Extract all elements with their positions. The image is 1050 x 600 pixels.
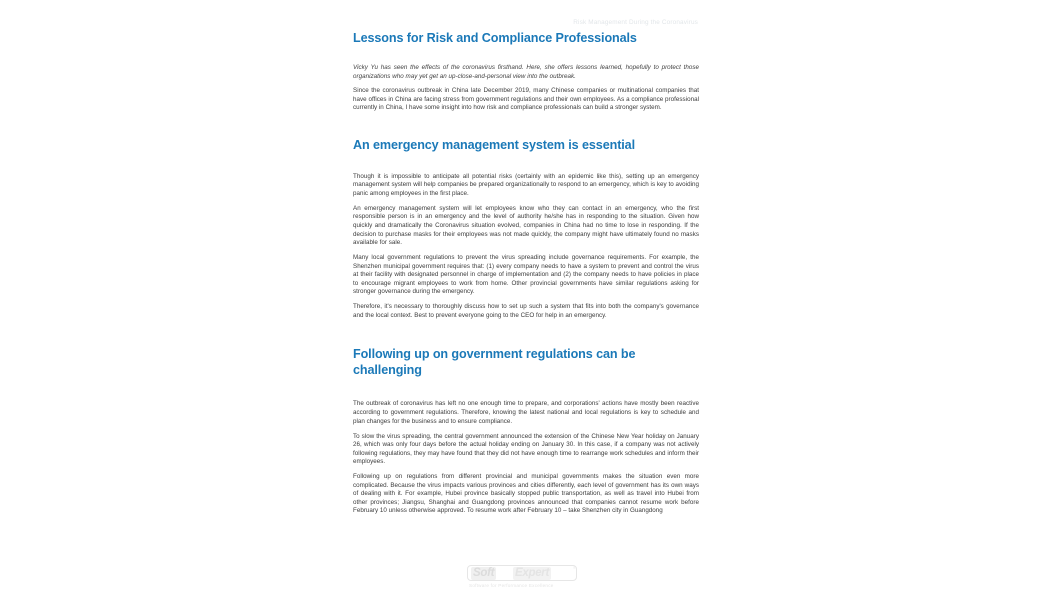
spacer [353, 46, 699, 64]
logo-word-expert: Expert [515, 566, 549, 579]
paragraph: Though it is impossible to anticipate all potential risks (certainly with an epidemic like this), setting up an emergency management system will help companies be prepared organizationally to respond to an emergency, which is key to avoiding panic among employees in the first place. [353, 172, 699, 197]
logo-tagline: Software for Performance Excellence [469, 583, 554, 588]
spacer [353, 153, 699, 173]
paragraph: To slow the virus spreading, the central government announced the extension of the Chinese New Year holiday on January 26, which was only four days before the actual holiday ending on January 30. In this case, if a company was not actively following regulations, they may have found that they did not have enough time to rearrange work schedules and inform their employees. [353, 432, 699, 466]
paragraph: Therefore, it's necessary to thoroughly discuss how to set up such a system that fits into both the company's governance and the local context. Best to prevent everyone going to the CEO for help in an emergency. [353, 303, 699, 319]
spacer [353, 113, 699, 137]
section-heading-emergency-system: An emergency management system is essential [353, 137, 635, 152]
document-body [353, 30, 699, 516]
spacer [353, 320, 699, 346]
spacer [353, 378, 699, 400]
lead-paragraph: Vicky Yu has seen the effects of the coronavirus firsthand. Here, she offers lessons learned, hopefully to protect those organizations who may yet get an up-close-and-personal view into the outbreak. [353, 64, 699, 80]
section-heading-lessons: Lessons for Risk and Compliance Professionals [353, 31, 637, 45]
paragraph: Following up on regulations from different provincial and municipal governments makes the situation even more complicated. Because the virus impacts various provinces and cities differently, each level of government has its own ways of dealing with it. For example, Hubei province basically stopped public transportation, as well as travel into Hubei from other provinces; Jiangsu, Shanghai and Guangdong provinces announced that companies cannot resume work before February 10 unless otherwise approved. To resume work after February 10 – take Shenzhen city in Guangdong [353, 473, 699, 515]
paragraph: The outbreak of coronavirus has left no one enough time to prepare, and corporations' actions have mostly been reactive according to government regulations. Therefore, knowing the latest national and local regulations is key to schedule and plan changes for the business and to ensure compliance. [353, 400, 699, 425]
registered-trademark-icon: ® [573, 565, 576, 570]
logo-word-soft: Soft [473, 566, 495, 579]
paragraph: Since the coronavirus outbreak in China late December 2019, many Chinese companies or multinational companies that have offices in China are facing stress from government regulations and their own employees. As a compliance professional currently in China, I have some insight into how risk and compliance professionals can build a stronger system. [353, 87, 699, 112]
softexpert-logo-icon [467, 565, 581, 588]
section-heading-government-regulations: Following up on government regulations can be challenging [353, 347, 636, 378]
running-header: Risk Management During the Coronavirus [573, 19, 698, 26]
footer-logo [467, 565, 585, 595]
paragraph: Many local government regulations to prevent the virus spreading include governance requirements. For example, the Shenzhen municipal government requires that: (1) every company needs to have a system to prevent and control the virus at their facility with designated personnel in charge of implementation and (2) the company needs to have policies in place to encourage migrant employees to work from home. Other provincial governments have similar regulations asking for stronger governance during the emergency. [353, 254, 699, 296]
paragraph: An emergency management system will let employees know who they can contact in an emergency, who the first responsible person is in an emergency and the level of authority he/she has in responding to the situation. Given how quickly and dramatically the Coronavirus situation evolved, companies in China had no time to lose in responding. If the decision to purchase masks for their employees was not made quickly, the company might have ultimately found no masks available for sale. [353, 204, 699, 247]
